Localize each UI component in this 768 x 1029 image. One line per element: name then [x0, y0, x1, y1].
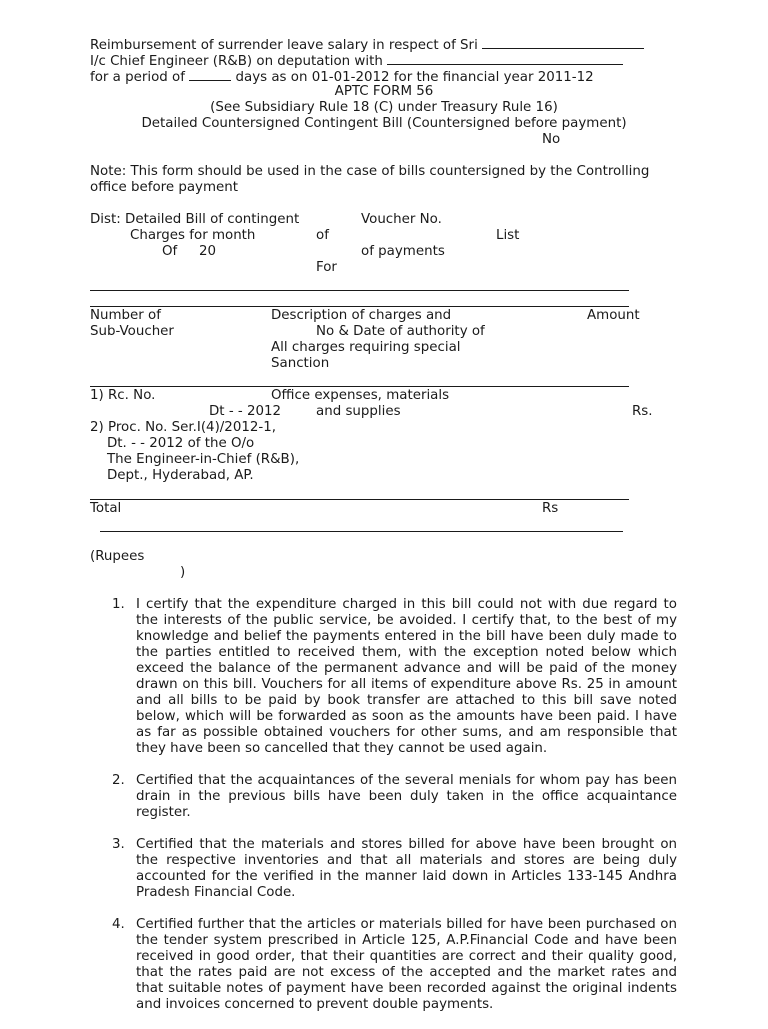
certificate-list — [90, 597, 677, 1029]
certificate-item — [90, 597, 677, 757]
dist-label: Dist: Detailed Bill of contingent — [90, 212, 300, 227]
subsidiary-rule: (See Subsidiary Rule 18 (C) under Treasury Rule 16) — [210, 100, 558, 115]
certificate-text: Certified further that the articles or materials billed for have been purchased on the tender system prescribed in Article 125, A.P.Financial Code and have been received in good order, that their quantities are correct and their quality good, that the rates paid are not excess of the accepted and the market rates and that suitable notes of payment have been recorded against the original indents and invoices concerned to prevent double payments. — [136, 917, 677, 1012]
divider-4 — [90, 499, 629, 500]
divider-3 — [90, 386, 629, 387]
col-description-l1: Description of charges and — [271, 308, 452, 323]
certificate-number: 2. — [112, 773, 125, 788]
proc-date: Dt. - - 2012 of the O/o — [107, 436, 255, 451]
list-label: List — [496, 228, 520, 243]
certificate-item — [90, 773, 677, 821]
note-line-2: office before payment — [90, 180, 238, 195]
col-description-l2: No & Date of authority of — [316, 324, 485, 339]
header-deputation-text: I/c Chief Engineer (R&B) on deputation with — [90, 54, 383, 69]
total-label: Total — [90, 501, 122, 516]
certificate-item — [90, 917, 677, 1013]
bill-title: Detailed Countersigned Contingent Bill (Countersigned before payment) — [141, 116, 627, 131]
col-amount: Amount — [587, 308, 640, 323]
col-subvoucher-l1: Number of — [90, 308, 161, 323]
of-payments-label: of payments — [361, 244, 445, 259]
voucher-no-label: Voucher No. — [361, 212, 442, 227]
days-blank[interactable] — [189, 68, 231, 81]
certificate-number: 4. — [112, 917, 125, 932]
col-description-l3: All charges requiring special — [271, 340, 461, 355]
header-reimbursement-text: Reimbursement of surrender leave salary in respect of Sri — [90, 38, 478, 53]
note-line-1: Note: This form should be used in the case of bills countersigned by the Controlling — [90, 164, 650, 179]
total-rs: Rs — [542, 501, 559, 516]
of-label-1: of — [316, 228, 329, 243]
rupees-close: ) — [180, 565, 186, 580]
certificate-number: 1. — [112, 597, 125, 612]
of-label-2: Of — [162, 244, 178, 259]
sri-name-blank[interactable] — [482, 36, 644, 49]
form-number: APTC FORM 56 — [334, 84, 434, 99]
divider-1 — [90, 290, 629, 291]
charges-month-label: Charges for month — [130, 228, 256, 243]
period-prefix: for a period of — [90, 70, 185, 85]
certificate-text: I certify that the expenditure charged in this bill could not with due regard to the interests of the public service, be avoided. I certify that, to the best of my knowledge and belief the payments entered in the bill have been duly made to the parties entitled to received them, with the exception noted below which exceed the balance of the permanent advance and will be paid of the money drawn on this bill. Vouchers for all items of expenditure above Rs. 25 in amount and all bills to be paid by book transfer are attached to this bill save noted below, which will be forwarded as soon as the amounts have been paid. I have as far as possible obtained vouchers for other sums, and am responsible that they have been so cancelled that they cannot be used again. — [136, 597, 677, 756]
proc-no: 2) Proc. No. Ser.I(4)/2012-1, — [90, 420, 276, 435]
deputation-blank[interactable] — [387, 52, 623, 65]
entry-desc-l1: Office expenses, materials — [271, 388, 450, 403]
rc-no: 1) Rc. No. — [90, 388, 156, 403]
rc-date: Dt - - 2012 — [209, 404, 282, 419]
col-subvoucher-l2: Sub-Voucher — [90, 324, 174, 339]
certificate-text: Certified that the acquaintances of the several menials for whom pay has been drain in the previous bills have been duly taken in the office acquaintance register. — [136, 773, 677, 820]
proc-dept: Dept., Hyderabad, AP. — [107, 468, 254, 483]
year-label: 20 — [199, 244, 217, 259]
rupees-open: (Rupees — [90, 549, 145, 564]
certificate-number: 3. — [112, 837, 125, 852]
proc-eic: The Engineer-in-Chief (R&B), — [107, 452, 300, 467]
divider-2 — [90, 306, 629, 307]
col-description-l4: Sanction — [271, 356, 330, 371]
certificate-text: Certified that the materials and stores billed for above have been brought on the respective inventories and that all materials and stores are being duly accounted for the verified in the manner laid down in Articles 133-145 Andhra Pradesh Financial Code. — [136, 837, 677, 900]
bill-no-label: No — [542, 132, 561, 147]
for-label: For — [316, 260, 337, 275]
certificate-item — [90, 837, 677, 901]
entry-desc-l2: and supplies — [316, 404, 401, 419]
entry-rs: Rs. — [632, 404, 653, 419]
divider-5 — [100, 531, 623, 532]
period-suffix: days as on 01-01-2012 for the financial year 2011-12 — [235, 70, 594, 85]
